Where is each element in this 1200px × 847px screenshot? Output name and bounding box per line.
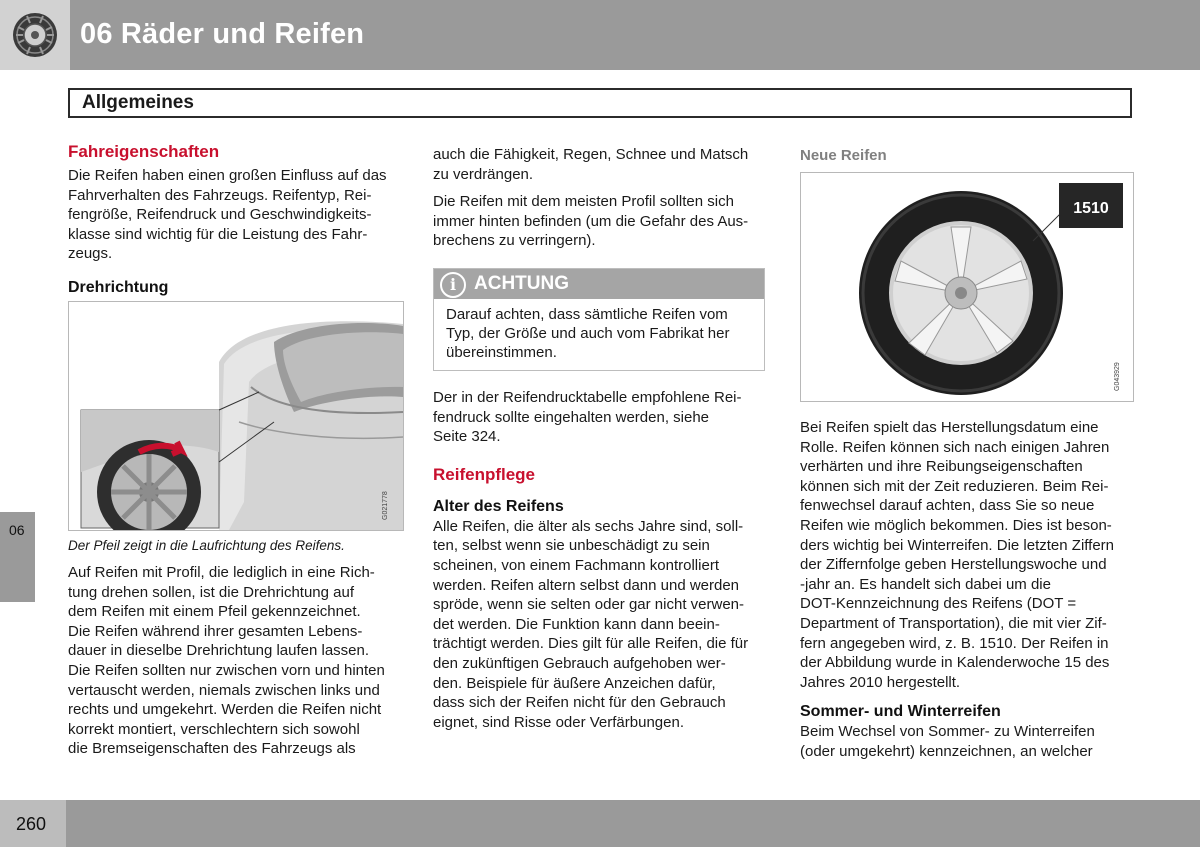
heading-fahreigenschaften: Fahreigenschaften bbox=[68, 142, 220, 161]
text-line: brechens zu verringern). bbox=[433, 232, 596, 250]
paragraph bbox=[800, 418, 1134, 692]
text-line: fengröße, Reifendruck und Geschwindigkeits- bbox=[68, 206, 372, 224]
text-line: spröde, wenn sie selten oder gar nicht verwen- bbox=[433, 596, 745, 614]
figure-code: G043929 bbox=[1114, 362, 1121, 391]
heading-reifenpflege: Reifenpflege bbox=[433, 464, 536, 484]
section-title-box bbox=[68, 88, 1132, 118]
text-line: können sich mit der Zeit reduzieren. Beim Rei- bbox=[800, 477, 1109, 495]
text-line: dass sich der Reifen nicht für den Gebrauch bbox=[433, 694, 726, 712]
text-line: den zukünftigen Gebrauch aufgehoben wer- bbox=[433, 654, 726, 672]
text-line: die Bremseigenschaften des Fahrzeugs als bbox=[68, 740, 356, 758]
column-2 bbox=[433, 145, 767, 732]
heading-drehrichtung: Drehrichtung bbox=[68, 278, 169, 296]
text-line: verhärten und ihre Reibungseigenschaften bbox=[800, 458, 1083, 476]
figure-new-tire bbox=[800, 172, 1134, 402]
text-line: der Abbildung wurde in Kalenderwoche 15 des bbox=[800, 654, 1110, 672]
section-title: Allgemeines bbox=[82, 92, 194, 113]
text-line: dem Reifen mit einem Pfeil gekennzeichnet. bbox=[68, 603, 361, 621]
tire-illustration bbox=[801, 173, 1133, 401]
text-line: fendruck sollte eingehalten werden, siehe bbox=[433, 408, 710, 426]
text-line: auch die Fähigkeit, Regen, Schnee und Matsch bbox=[433, 146, 749, 163]
text-line: scheinen, von einem Fachmann kontrolliert bbox=[433, 556, 719, 574]
paragraph bbox=[433, 388, 767, 447]
text-line: Jahres 2010 hergestellt. bbox=[800, 673, 961, 691]
text-line: Die Reifen haben einen großen Einfluss auf das bbox=[68, 167, 387, 184]
text-line: eignet, sind Risse oder Verfärbungen. bbox=[433, 713, 684, 731]
column-1 bbox=[68, 142, 404, 759]
page-number-box bbox=[0, 800, 66, 847]
figure-code: G021778 bbox=[382, 491, 389, 520]
text-line: (oder umgekehrt) kennzeichnen, an welcher bbox=[800, 742, 1093, 760]
column-3 bbox=[800, 145, 1134, 762]
text-line: korrekt montiert, verschlechtern sich sowohl bbox=[68, 720, 360, 738]
text-line: Bei Reifen spielt das Herstellungsdatum eine bbox=[800, 419, 1099, 436]
text-line: Department of Transportation), die mit vier Zif- bbox=[800, 614, 1107, 632]
text-line: Die Reifen sollten nur zwischen vorn und hinten bbox=[68, 661, 385, 679]
text-line: tung drehen sollen, ist die Drehrichtung auf bbox=[68, 583, 355, 601]
text-line: Typ, der Größe und auch vom Fabrikat her bbox=[446, 324, 730, 342]
text-line: zeugs. bbox=[68, 245, 113, 263]
car-wheel-illustration bbox=[69, 302, 403, 530]
warning-text bbox=[434, 299, 764, 370]
text-line: fenwechsel darauf achten, dass Sie so neue bbox=[800, 497, 1095, 515]
page-number: 260 bbox=[16, 814, 47, 834]
paragraph bbox=[433, 517, 767, 733]
heading-alter-des-reifens: Alter des Reifens bbox=[433, 497, 564, 515]
paragraph bbox=[800, 722, 1134, 761]
text-line: Fahrverhalten des Fahrzeugs. Reifentyp, Rei- bbox=[68, 186, 372, 204]
body-paragraph bbox=[68, 563, 404, 759]
heading-neue-reifen: Neue Reifen bbox=[800, 147, 887, 164]
text-line: Die Reifen während ihrer gesamten Lebens- bbox=[68, 622, 363, 640]
chapter-side-tab bbox=[0, 512, 35, 602]
text-line: trächtigt werden. Dies gilt für alle Reifen, die für bbox=[433, 635, 749, 653]
text-line: dauer in dieselbe Drehrichtung laufen lassen. bbox=[68, 642, 370, 660]
paragraph bbox=[433, 145, 767, 184]
page-footer bbox=[0, 800, 1200, 847]
text-line: Reifen wie möglich bekommen. Dies ist beson- bbox=[800, 516, 1112, 534]
text-line: Rolle. Reifen können sich nach einigen Jahren bbox=[800, 438, 1110, 456]
text-line: immer hinten befinden (um die Gefahr des Aus- bbox=[433, 212, 749, 230]
figure-rotation-direction bbox=[68, 301, 404, 531]
tire-icon bbox=[0, 0, 70, 70]
intro-paragraph bbox=[68, 166, 404, 264]
chapter-header bbox=[0, 0, 1200, 70]
text-line: fern angegeben wird, z. B. 1510. Der Reifen in bbox=[800, 634, 1109, 652]
text-line: der Ziffernfolge geben Herstellungswoche und bbox=[800, 556, 1107, 574]
text-line: DOT-Kennzeichnung des Reifens (DOT = bbox=[800, 595, 1077, 613]
text-line: Der in der Reifendrucktabelle empfohlene Rei- bbox=[433, 388, 742, 406]
text-line: Auf Reifen mit Profil, die lediglich in eine Rich- bbox=[68, 563, 375, 581]
text-line: ders wichtig bei Winterreifen. Die letzten Ziffern bbox=[800, 536, 1115, 554]
warning-box bbox=[433, 268, 765, 371]
paragraph bbox=[433, 192, 767, 251]
chapter-title: 06 Räder und Reifen bbox=[80, 18, 365, 50]
warning-header bbox=[434, 269, 764, 299]
figure-caption: Der Pfeil zeigt in die Laufrichtung des Reifens. bbox=[68, 537, 345, 553]
warning-title: ACHTUNG bbox=[474, 272, 569, 294]
text-line: rechts und umgekehrt. Werden die Reifen nicht bbox=[68, 701, 382, 719]
text-line: Beim Wechsel von Sommer- zu Winterreifen bbox=[800, 723, 1095, 741]
text-line: übereinstimmen. bbox=[446, 343, 557, 361]
chapter-icon-box bbox=[0, 0, 70, 70]
text-line: Die Reifen mit dem meisten Profil sollten sich bbox=[433, 193, 734, 211]
text-line: klasse sind wichtig für die Leistung des Fahr- bbox=[68, 225, 368, 243]
text-line: det werden. Die Funktion kann dann beein- bbox=[433, 615, 720, 633]
text-line: -jahr an. Es handelt sich dabei um die bbox=[800, 575, 1051, 593]
heading-sommer-winterreifen: Sommer- und Winterreifen bbox=[800, 703, 1001, 721]
side-tab-label: 06 bbox=[9, 522, 25, 538]
text-line: ten, selbst wenn sie unbeschädigt zu sein bbox=[433, 537, 710, 555]
text-line: zu verdrängen. bbox=[433, 165, 534, 183]
info-icon: i bbox=[440, 272, 466, 298]
dot-date-label: 1510 bbox=[1073, 200, 1109, 217]
text-line: vertauscht werden, niemals zwischen links und bbox=[68, 681, 380, 699]
text-line: Seite 324. bbox=[433, 428, 501, 446]
text-line: den. Beispiele für äußere Anzeichen dafür, bbox=[433, 674, 716, 692]
text-line: werden. Reifen altern selbst dann und werden bbox=[433, 576, 740, 594]
text-line: Darauf achten, dass sämtliche Reifen vom bbox=[446, 305, 728, 323]
text-line: Alle Reifen, die älter als sechs Jahre sind, soll- bbox=[433, 517, 744, 535]
